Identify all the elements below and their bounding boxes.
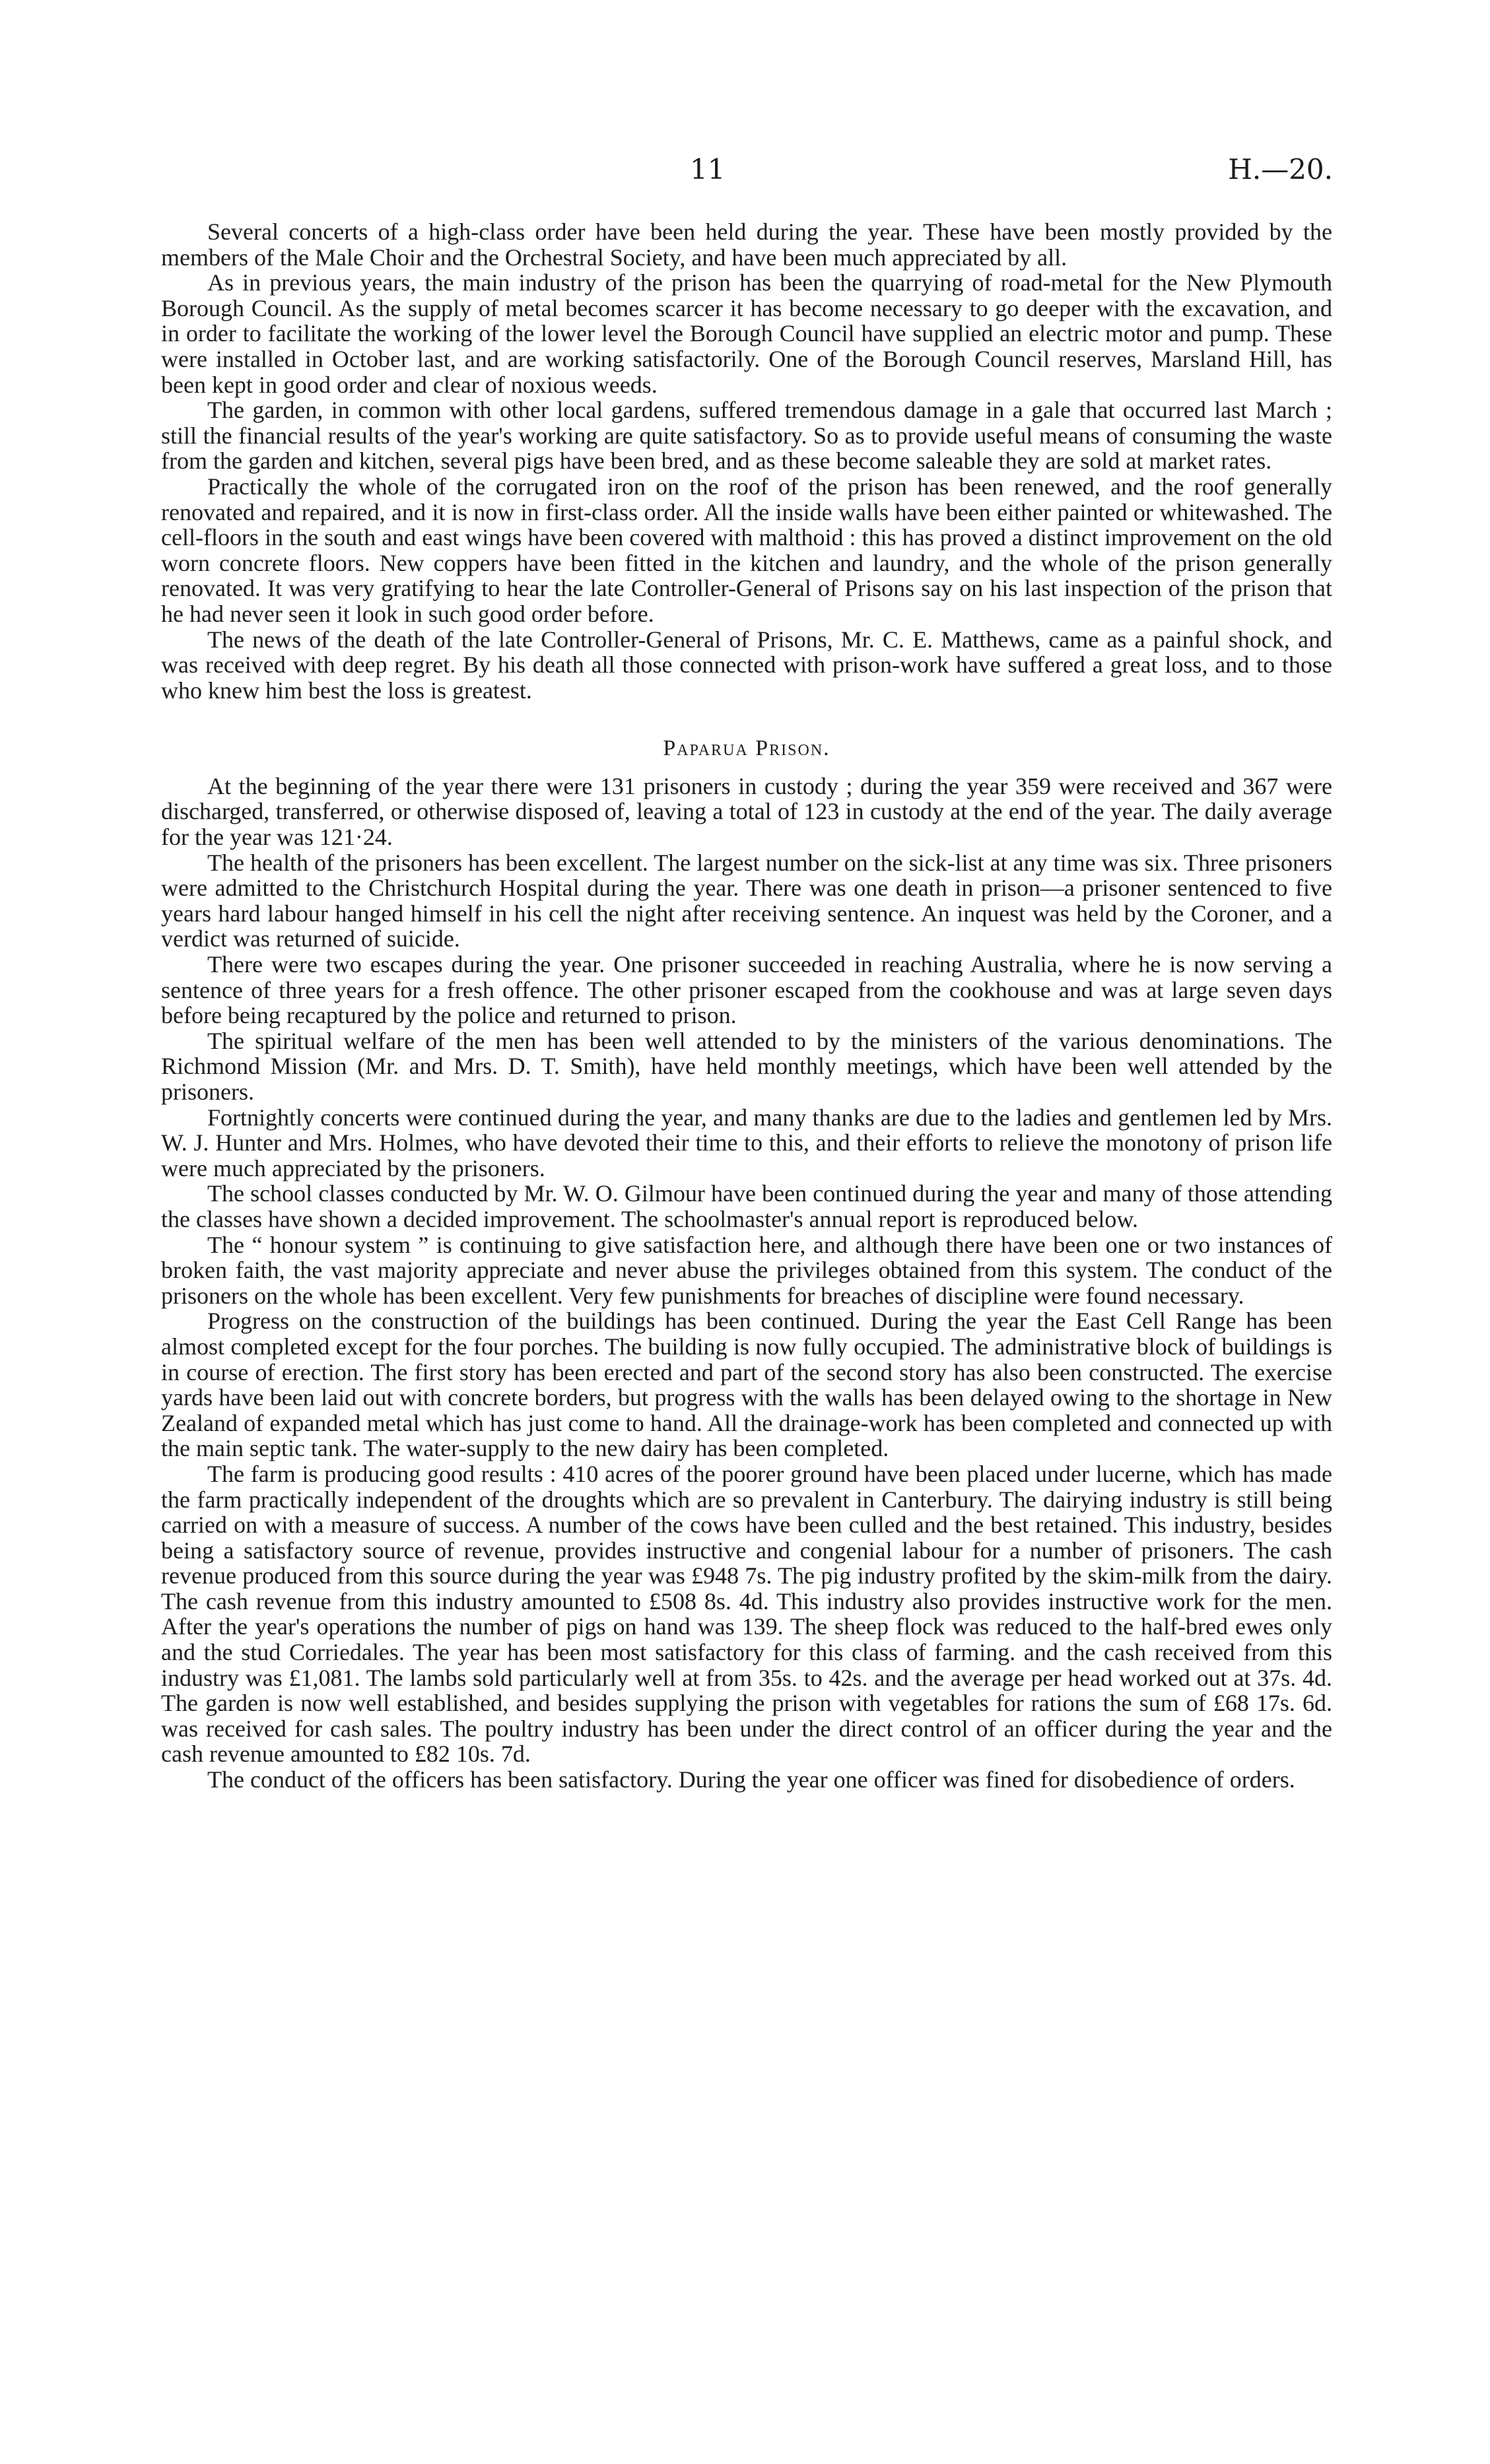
paragraph: There were two escapes during the year. One prisoner succeeded in reaching Australia, where he is now serving a sentence of three years for a fresh offence. The other prisoner escaped from the cookhouse and was at large seven days before being recaptured by the police and returned to prison. xyxy=(161,951,1332,1029)
page-number: 11 xyxy=(690,153,726,185)
paragraph: As in previous years, the main industry of the prison has been the quarrying of road-metal for the New Plymouth Borough Council. As the supply of metal becomes scarcer it has become necessary to go deeper with the excavation, and in order to facilitate the working of the lower level the Borough Council have supplied an electric motor and pump. These were installed in October last, and are working satisfactorily. One of the Borough Council reserves, Marsland Hill, has been kept in good order and clear of noxious weeds. xyxy=(161,269,1332,398)
paragraph: The school classes conducted by Mr. W. O. Gilmour have been continued during the year and many of those attending the classes have shown a decided improvement. The schoolmaster's annual report is reproduced below. xyxy=(161,1180,1332,1232)
document-code: H.—20. xyxy=(1228,153,1333,185)
paragraph: The garden, in common with other local gardens, suffered tremendous damage in a gale that occurred last March ; still the financial results of the year's working are quite satisfactory. So as to provide useful means of consuming the waste from the garden and kitchen, several pigs have been bred, and as these become saleable they are sold at market rates. xyxy=(161,397,1332,475)
paragraph: The spiritual welfare of the men has been well attended to by the ministers of the various denominations. The Richmond Mission (Mr. and Mrs. D. T. Smith), have held monthly meetings, which have been well attended by the prisoners. xyxy=(161,1027,1332,1105)
paragraph: The conduct of the officers has been satisfactory. During the year one officer was fined for disobedience of orders. xyxy=(207,1766,1295,1793)
paragraph: Practically the whole of the corrugated iron on the roof of the prison has been renewed, and the roof generally renovated and repaired, and it is now in first-class order. All the inside walls have been either painted or whitewashed. The cell-floors in the south and east wings have been covered with malthoid : this has proved a distinct improvement on the old worn concrete floors. New coppers have been fitted in the kitchen and laundry, and the whole of the prison generally renovated. It was very gratifying to hear the late Controller-General of Prisons say on his last inspection of the prison that he had never seen it look in such good order before. xyxy=(161,473,1332,627)
paragraph: Several concerts of a high-class order have been held during the year. These have been mostly provided by the members of the Male Choir and the Orchestral Society, and have been much appreciated by all. xyxy=(161,218,1332,271)
paragraph: The health of the prisoners has been excellent. The largest number on the sick-list at any time was six. Three prisoners were admitted to the Christchurch Hospital during the year. There was one death in prison—a prisoner sentenced to five years hard labour hanged himself in his cell the night after receiving sentence. An inquest was held by the Coroner, and a verdict was returned of suicide. xyxy=(161,849,1332,952)
paragraph: Fortnightly concerts were continued during the year, and many thanks are due to the ladies and gentlemen led by Mrs. W. J. Hunter and Mrs. Holmes, who have devoted their time to this, and their efforts to relieve the monotony of prison life were much appreciated by the prisoners. xyxy=(161,1104,1332,1182)
paragraph: The “ honour system ” is continuing to give satisfaction here, and although there have been one or two instances of broken faith, the vast majority appreciate and never abuse the privileges obtained from this system. The conduct of the prisoners on the whole has been excellent. Very few punishments for breaches of discipline were found necessary. xyxy=(161,1231,1332,1309)
paragraph: At the beginning of the year there were 131 prisoners in custody ; during the year 359 were received and 367 were discharged, transferred, or otherwise disposed of, leaving a total of 123 in custody at the end of the year. The daily average for the year was 121·24. xyxy=(161,772,1332,851)
paragraph: The farm is producing good results : 410 acres of the poorer ground have been placed under lucerne, which has made the farm practically independent of the droughts which are so prevalent in Canterbury. The dairying industry is still being carried on with a measure of success. A number of the cows have been culled and the best retained. This industry, besides being a satisfactory source of revenue, provides instructive and congenial labour for a number of prisoners. The cash revenue produced from this source during the year was £948 7s. The pig industry profited by the skim-milk from the dairy. The cash revenue from this industry amounted to £508 8s. 4d. This industry also provides instructive work for the men. After the year's operations the number of pigs on hand was 139. The sheep flock was reduced to the half-bred ewes only and the stud Corriedales. The year has been most satisfactory for this class of farming. and the cash received from this industry was £1,081. The lambs sold particularly well at from 35s. to 42s. and the average per head worked out at 37s. 4d. The garden is now well established, and besides supplying the prison with vegetables for rations the sum of £68 17s. 6d. was received for cash sales. The poultry industry has been under the direct control of an officer during the year and the cash revenue amounted to £82 10s. 7d. xyxy=(161,1460,1332,1768)
paragraph: Progress on the construction of the buildings has been continued. During the year the East Cell Range has been almost completed except for the four porches. The building is now fully occupied. The administrative block of buildings is in course of erection. The first story has been erected and part of the second story has also been constructed. The exercise yards have been laid out with concrete borders, but progress with the walls has been delayed owing to the shortage in New Zealand of expanded metal which has just come to hand. All the drainage-work has been completed and connected up with the main septic tank. The water-supply to the new dairy has been completed. xyxy=(161,1308,1332,1462)
body-text xyxy=(161,219,1332,1793)
paragraph: The news of the death of the late Controller-General of Prisons, Mr. C. E. Matthews, came as a painful shock, and was received with deep regret. By his death all those connected with prison-work have suffered a great loss, and to those who knew him best the loss is greatest. xyxy=(161,626,1332,704)
section-heading: Paparua Prison. xyxy=(663,736,830,761)
page-header xyxy=(0,153,1490,206)
